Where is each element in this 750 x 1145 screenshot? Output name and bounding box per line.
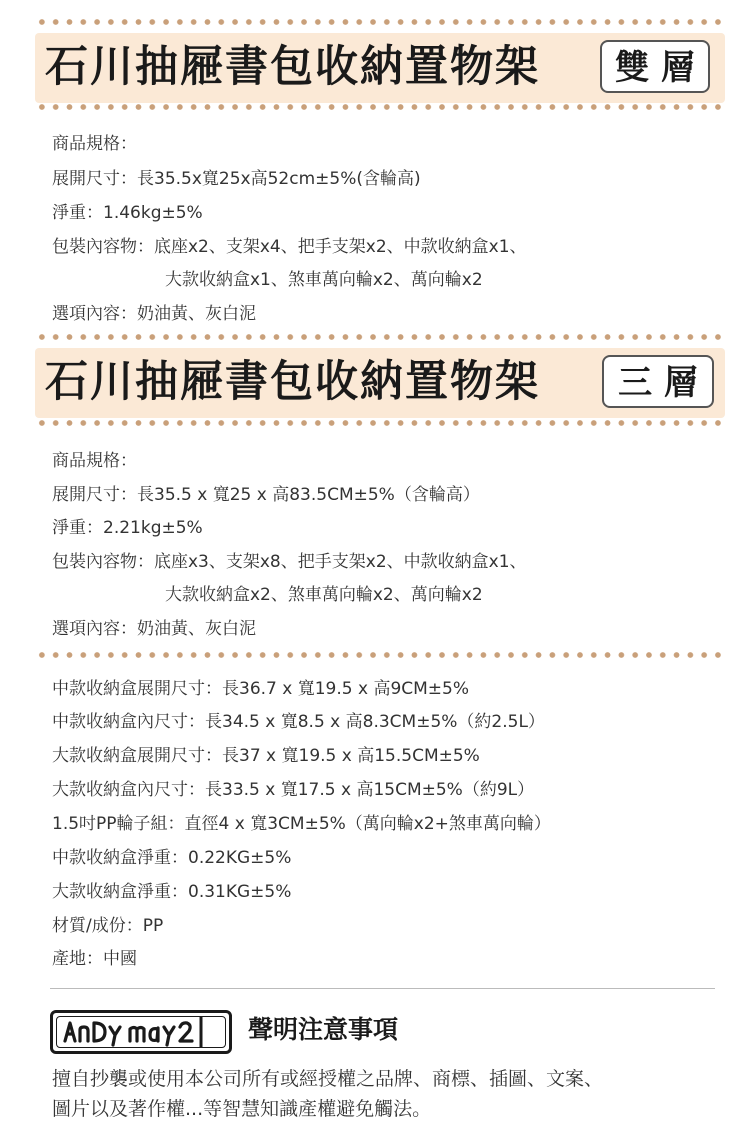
section-title-bar — [35, 33, 725, 103]
spec-dimensions: 展開尺寸：長35.5x寬25x高52cm±5%(含輪高) — [52, 169, 421, 189]
detail-origin: 產地：中國 — [52, 949, 137, 969]
spec-dimensions: 展開尺寸：長35.5 x 寬25 x 高83.5CM±5%（含輪高） — [52, 485, 480, 505]
detail-medium-inner-size: 中款收納盒內尺寸：長34.5 x 寬8.5 x 高8.3CM±5%（約2.5L） — [52, 712, 545, 732]
dotted-divider — [35, 104, 725, 110]
detail-wheels: 1.5吋PP輪子組：直徑4 x 寬3CM±5%（萬向輪x2+煞車萬向輪） — [52, 814, 551, 834]
spec-weight: 淨重：1.46kg±5% — [52, 203, 203, 223]
dotted-divider — [35, 652, 725, 658]
layer-badge: 三 層 — [602, 355, 714, 408]
spec-heading: 商品規格： — [52, 451, 137, 471]
notice-title: 聲明注意事項 — [248, 1015, 399, 1044]
detail-large-open-size: 大款收納盒展開尺寸：長37 x 寬19.5 x 高15.5CM±5% — [52, 746, 480, 766]
product-title: 石川抽屜書包收納置物架 — [45, 42, 540, 92]
detail-medium-weight: 中款收納盒淨重：0.22KG±5% — [52, 848, 292, 868]
detail-material: 材質/成份：PP — [52, 916, 164, 936]
layer-badge: 雙 層 — [600, 40, 710, 93]
spec-heading: 商品規格： — [52, 134, 137, 154]
notice-text-line: 擅自抄襲或使用本公司所有或經授權之品牌、商標、插圖、文案、 — [52, 1068, 604, 1090]
spec-options: 選項內容：奶油黃、灰白泥 — [52, 304, 256, 324]
section-title-bar — [35, 348, 725, 418]
spec-contents: 包裝內容物：底座x3、支架x8、把手支架x2、中款收納盒x1、 — [52, 552, 527, 572]
spec-options: 選項內容：奶油黃、灰白泥 — [52, 619, 256, 639]
detail-large-weight: 大款收納盒淨重：0.31KG±5% — [52, 882, 292, 902]
dotted-divider — [35, 334, 725, 340]
section-divider — [50, 988, 715, 989]
spec-contents-cont: 大款收納盒x2、煞車萬向輪x2、萬向輪x2 — [165, 585, 483, 605]
spec-contents-cont: 大款收納盒x1、煞車萬向輪x2、萬向輪x2 — [165, 270, 483, 290]
dotted-divider — [35, 420, 725, 426]
spec-weight: 淨重：2.21kg±5% — [52, 518, 203, 538]
notice-text-line: 圖片以及著作權...等智慧知識產權避免觸法。 — [52, 1098, 432, 1120]
detail-large-inner-size: 大款收納盒內尺寸：長33.5 x 寬17.5 x 高15CM±5%（約9L） — [52, 780, 535, 800]
dotted-divider — [35, 19, 725, 25]
product-title: 石川抽屜書包收納置物架 — [45, 357, 540, 407]
brand-logo — [50, 1010, 232, 1054]
detail-medium-open-size: 中款收納盒展開尺寸：長36.7 x 寬19.5 x 高9CM±5% — [52, 679, 470, 699]
brand-logo-lettering — [53, 1013, 229, 1051]
spec-contents: 包裝內容物：底座x2、支架x4、把手支架x2、中款收納盒x1、 — [52, 237, 527, 257]
